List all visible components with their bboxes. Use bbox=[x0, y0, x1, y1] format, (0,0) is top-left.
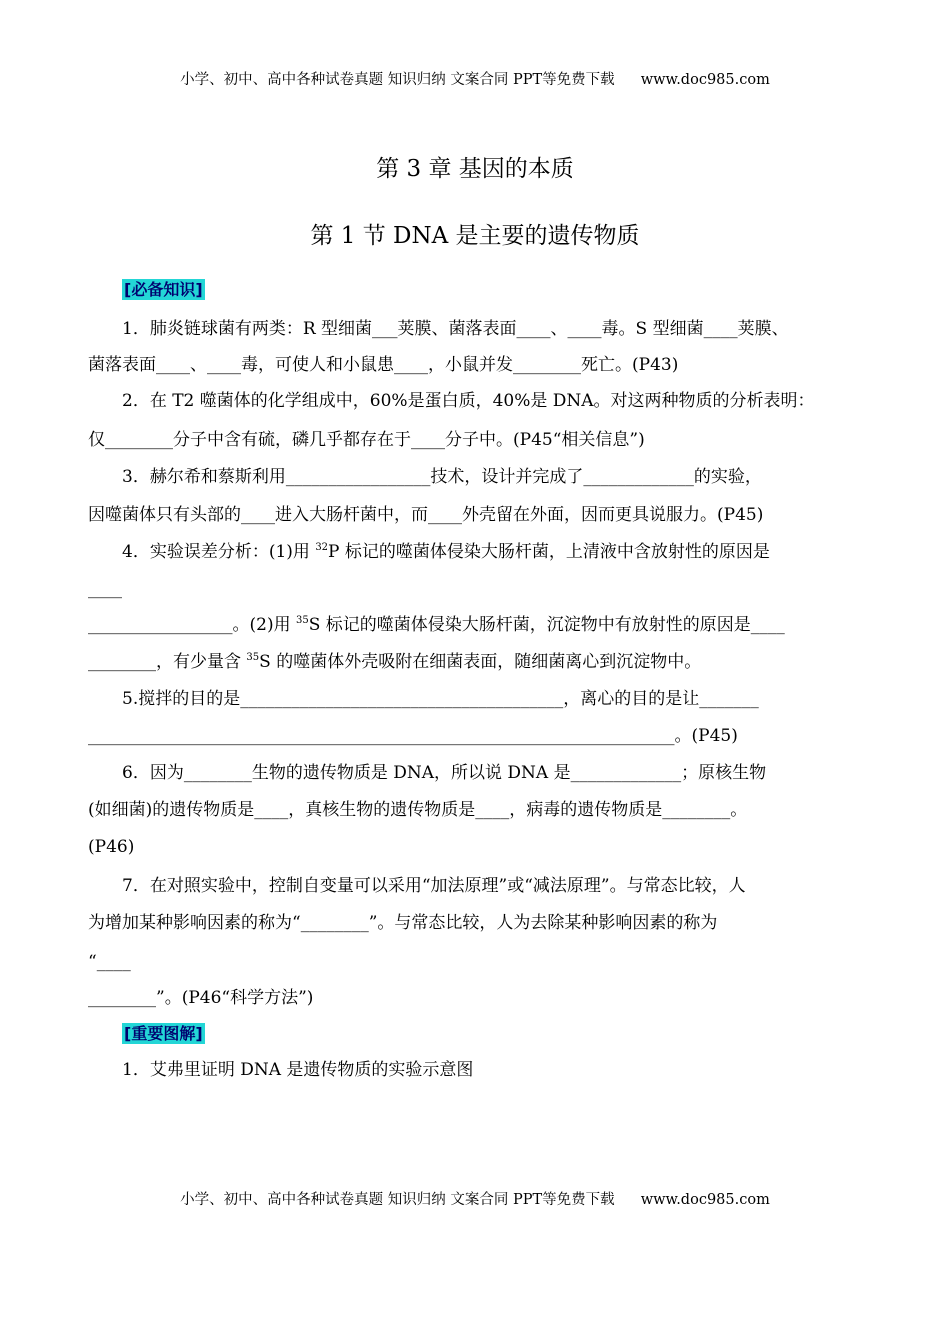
q6-line-3: (P46) bbox=[88, 837, 135, 857]
header-text: 小学、初中、高中各种试卷真题 知识归纳 文案合同 PPT等免费下载 bbox=[180, 72, 615, 88]
page-header bbox=[0, 70, 950, 90]
q4-line-3 bbox=[88, 613, 868, 637]
page-footer bbox=[0, 1190, 950, 1210]
q4-line-2: ____ bbox=[88, 579, 122, 599]
q4-line-1-end: P 标记的噬菌体侵染大肠杆菌，上清液中含放射性的原因是 bbox=[328, 542, 770, 562]
q1-line-1: 1．肺炎链球菌有两类：R 型细菌___荚膜、菌落表面____、____毒。S 型细菌____荚膜、 bbox=[122, 319, 789, 339]
q3-line-1: 3．赫尔希和蔡斯利用_________________技术，设计并完成了_____________的实验， bbox=[122, 467, 762, 487]
q1-line-2: 菌落表面____、____毒，可使人和小鼠患____，小鼠并发________死亡。(P43) bbox=[88, 355, 679, 375]
section-key-diagrams bbox=[122, 1022, 868, 1046]
q4-line-1 bbox=[122, 540, 868, 564]
q4-line-4-end: S 的噬菌体外壳吸附在细菌表面，随细菌离心到沉淀物中。 bbox=[259, 652, 702, 672]
q4-line-3-end: S 标记的噬菌体侵染大肠杆菌，沉淀物中有放射性的原因是____ bbox=[308, 615, 785, 635]
q5-line-2: _____________________________________________________________________。(P45) bbox=[88, 726, 738, 746]
section-tag-essential-knowledge: [必备知识] bbox=[124, 280, 203, 299]
q4-line-1-start: 4．实验误差分析：(1)用 bbox=[122, 542, 316, 562]
q2-line-1: 2．在 T2 噬菌体的化学组成中，60%是蛋白质，40%是 DNA。对这两种物质的分析表明： bbox=[122, 391, 815, 411]
q7-line-3: “____ bbox=[88, 952, 131, 972]
q6-line-2: (如细菌)的遗传物质是____，真核生物的遗传物质是____，病毒的遗传物质是________。 bbox=[88, 800, 748, 820]
isotope-35: 35 bbox=[295, 615, 309, 626]
footer-url: www.doc985.com bbox=[640, 1192, 770, 1208]
section-title: 第 1 节 DNA 是主要的遗传物质 bbox=[310, 223, 640, 249]
header-url: www.doc985.com bbox=[640, 72, 770, 88]
footer-text: 小学、初中、高中各种试卷真题 知识归纳 文案合同 PPT等免费下载 bbox=[180, 1192, 615, 1208]
q2-line-2: 仅________分子中含有硫，磷几乎都存在于____分子中。(P45“相关信息”) bbox=[88, 430, 645, 450]
q7-line-4: ________”。(P46“科学方法”) bbox=[88, 988, 314, 1008]
q7-line-1: 7．在对照实验中，控制自变量可以采用“加法原理”或“减法原理”。与常态比较，人 bbox=[122, 876, 746, 896]
q7-line-2: 为增加某种影响因素的称为“________”。与常态比较，人为去除某种影响因素的称为 bbox=[88, 913, 718, 933]
q4-line-4 bbox=[88, 650, 868, 674]
isotope-35: 35 bbox=[246, 652, 260, 663]
figure-1-caption: 1．艾弗里证明 DNA 是遗传物质的实验示意图 bbox=[122, 1060, 474, 1080]
section-essential-knowledge bbox=[122, 278, 868, 302]
section-tag-key-diagrams: [重要图解] bbox=[124, 1024, 203, 1043]
q3-line-2: 因噬菌体只有头部的____进入大肠杆菌中，而____外壳留在外面，因而更具说服力。(P45) bbox=[88, 505, 764, 525]
isotope-32: 32 bbox=[315, 542, 329, 553]
q4-line-4-start: ________，有少量含 bbox=[88, 652, 247, 672]
q5-line-1: 5.搅拌的目的是______________________________________，离心的目的是让_______ bbox=[122, 689, 759, 709]
q6-line-1: 6．因为________生物的遗传物质是 DNA，所以说 DNA 是_____________；原核生物 bbox=[122, 763, 767, 783]
q4-line-3-start: _________________。(2)用 bbox=[88, 615, 296, 635]
chapter-title: 第 3 章 基因的本质 bbox=[376, 156, 574, 182]
